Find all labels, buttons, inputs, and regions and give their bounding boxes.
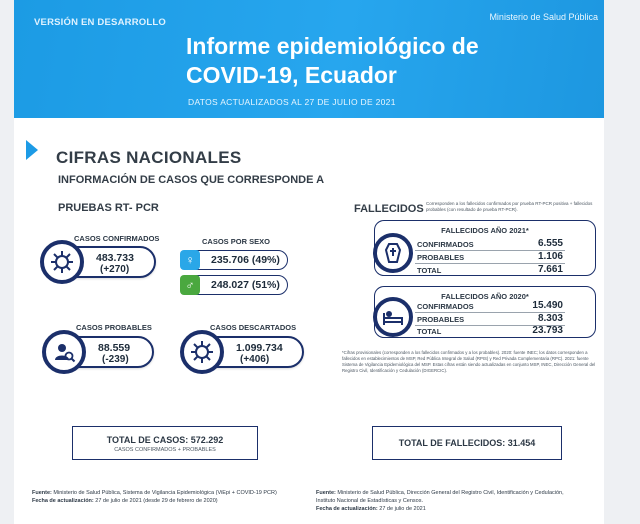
total-deaths-box [372, 426, 562, 460]
deaths-2020-row [415, 300, 565, 313]
deaths-footnote: *Cifras provisionales (corresponden a los fallecidos confirmados y a los probables). 2020: fuente INEC; los datos corresponden a fallecidos en establecimientos de MSP, Red Pública Integral de Salud (RPIS) y Red Privada Complementaria (RPC). 2021: fuente Sistema de Vigilancia Epidemiológica del MSP. Estas cifras están siendo actualizadas en conjunto MSP, INEC, Dirección General del Registro Civil, Identificación y Cedulación (DIGERCIC). [342, 350, 596, 373]
source-label: Fuente: [316, 490, 336, 496]
tests-label: PRUEBAS RT- PCR [58, 202, 159, 214]
total-cases-box [72, 426, 258, 460]
row-value: 6.555 [537, 238, 563, 249]
total-cases: TOTAL DE CASOS: 572.292 [106, 435, 224, 445]
by-sex-label: CASOS POR SEXO [202, 237, 270, 246]
confirmed-card [46, 246, 156, 278]
virus-icon [180, 330, 224, 374]
row-label: PROBABLES [417, 253, 465, 262]
probable-label: CASOS PROBABLES [76, 323, 152, 332]
discarded-value: 1.099.734 [236, 342, 283, 354]
male-cases-pill [180, 275, 288, 295]
row-label: TOTAL [417, 266, 442, 275]
ministry-name: Ministerio de Salud Pública [489, 12, 598, 22]
update-text: 27 de julio de 2021 (desde 29 de febrero de 2020) [95, 498, 218, 504]
female-cases-value: 235.706 (49%) [211, 254, 280, 266]
deaths-2020-title: FALLECIDOS AÑO 2020* [441, 292, 529, 301]
virus-icon [40, 240, 84, 284]
confirmed-value: 483.733 [96, 252, 134, 264]
section-subtitle: INFORMACIÓN DE CASOS QUE CORRESPONDE A [58, 174, 325, 186]
row-value: 15.490 [532, 300, 563, 311]
report-page [14, 0, 604, 524]
discarded-label: CASOS DESCARTADOS [210, 323, 297, 332]
deaths-2021-row [415, 238, 565, 251]
deaths-2020-row [415, 325, 565, 338]
update-label: Fecha de actualización: [32, 498, 94, 504]
female-icon: ♀ [180, 250, 200, 270]
deaths-2021-title: FALLECIDOS AÑO 2021* [441, 226, 529, 235]
row-value: 8.303 [537, 313, 563, 324]
male-icon: ♂ [180, 275, 200, 295]
deaths-2020-card [374, 286, 596, 338]
deaths-label: FALLECIDOS [354, 203, 424, 215]
probable-card [48, 336, 154, 368]
row-value: 23.793 [532, 325, 563, 336]
total-deaths: TOTAL DE FALLECIDOS: 31.454 [398, 438, 536, 448]
header-banner [14, 0, 604, 118]
discarded-delta: (+406) [240, 354, 270, 365]
update-label: Fecha de actualización: [316, 506, 378, 512]
row-label: CONFIRMADOS [417, 302, 474, 311]
update-text: 27 de julio de 2021 [379, 506, 426, 512]
source-label: Fuente: [32, 490, 52, 496]
version-badge: VERSIÓN EN DESARROLLO [34, 17, 166, 28]
source-right [316, 489, 564, 513]
deaths-2021-card [374, 220, 596, 276]
confirmed-delta: (+270) [100, 264, 130, 275]
probable-delta: (-239) [102, 354, 129, 365]
title-line-1: Informe epidemiológico de [186, 33, 479, 59]
row-value: 1.106 [537, 251, 563, 262]
title-line-2: COVID-19, Ecuador [186, 62, 397, 88]
discarded-card [186, 336, 304, 368]
coffin-icon [373, 233, 413, 273]
deaths-2021-row [415, 264, 565, 277]
source-text: Ministerio de Salud Pública, Dirección General del Registro Civil, Identificación y Cedulación, Instituto Nacional de Estadísticas y Censos. [316, 490, 564, 504]
row-label: CONFIRMADOS [417, 240, 474, 249]
female-cases-pill [180, 250, 288, 270]
section-arrow-icon [26, 140, 38, 160]
source-text: Ministerio de Salud Pública, Sistema de Vigilancia Epidemiológica (ViEpi + COVID-19 PCR) [53, 490, 277, 496]
person-search-icon [42, 330, 86, 374]
row-label: TOTAL [417, 327, 442, 336]
deaths-note: Corresponden a los fallecidos confirmados por prueba RT-PCR positiva + fallecidos probables (con resultado de prueba RT-PCR). [426, 201, 593, 212]
source-left [32, 489, 322, 505]
probable-value: 88.559 [98, 342, 131, 354]
page-title [186, 32, 586, 90]
confirmed-label: CASOS CONFIRMADOS [74, 234, 160, 243]
row-label: PROBABLES [417, 315, 465, 324]
row-value: 7.661 [537, 264, 563, 275]
total-cases-sub: CASOS CONFIRMADOS + PROBABLES [114, 447, 216, 453]
deaths-2021-row [415, 251, 565, 264]
male-cases-value: 248.027 (51%) [211, 279, 280, 291]
hospital-bed-icon [373, 297, 413, 337]
updated-date: DATOS ACTUALIZADOS AL 27 DE JULIO DE 2021 [188, 97, 396, 107]
section-title: CIFRAS NACIONALES [56, 148, 242, 167]
